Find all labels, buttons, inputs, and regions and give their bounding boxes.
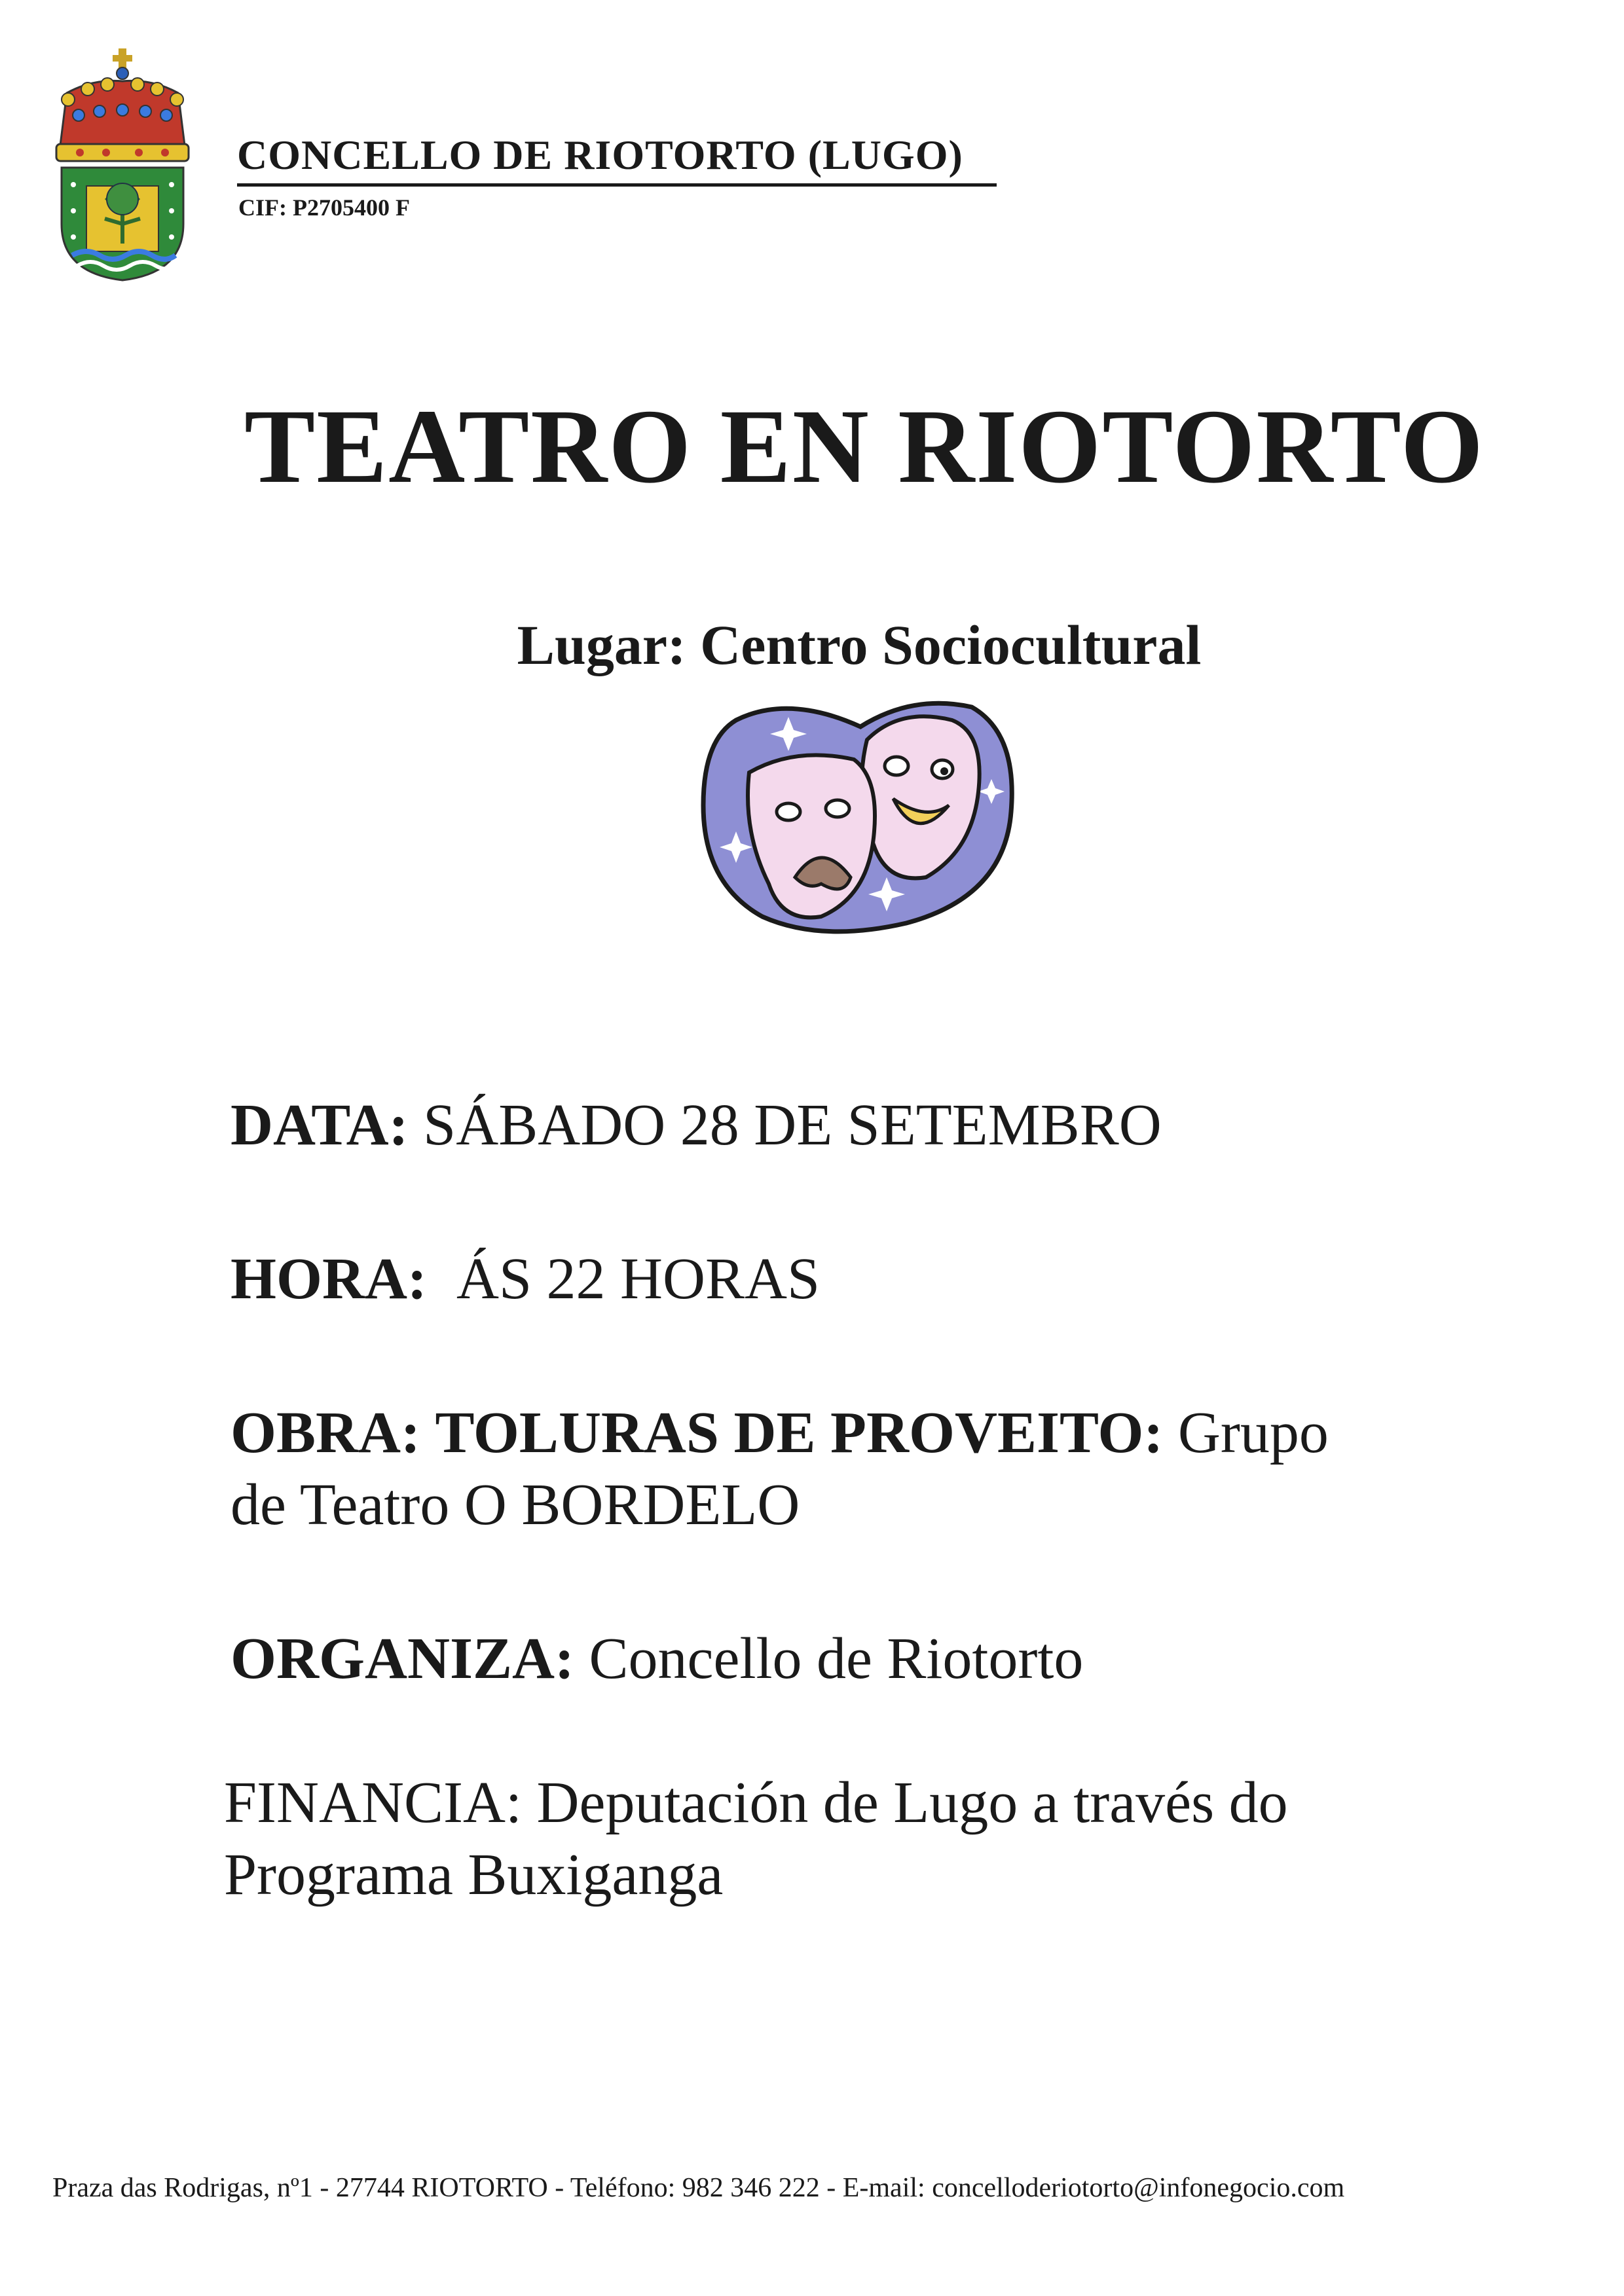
- coat-of-arms-icon: [47, 47, 198, 283]
- funding-line-2: Programa Buxiganga: [224, 1842, 724, 1907]
- time-value: ÁS 22 HORAS: [456, 1247, 821, 1311]
- date-label: DATA:: [231, 1093, 409, 1157]
- work-value-line-2: de Teatro O BORDELO: [231, 1472, 800, 1537]
- event-venue: Lugar: Centro Sociocultural: [517, 613, 1202, 676]
- event-time: [231, 1244, 820, 1315]
- organization-cif: CIF: P2705400 F: [238, 194, 410, 221]
- organizer-label: ORGANIZA:: [231, 1626, 575, 1691]
- time-label: HORA:: [231, 1247, 427, 1311]
- work-label: OBRA:: [231, 1400, 420, 1465]
- funding-line-1: FINANCIA: Deputación de Lugo a través do: [224, 1770, 1288, 1835]
- footer-address: Praza das Rodrigas, nº1 - 27744 RIOTORTO - Teléfono: 982 346 222 - E-mail: concelloderiotorto@infonegocio.com: [52, 2173, 1345, 2203]
- work-value-line-1: Grupo: [1177, 1400, 1329, 1465]
- organization-name: CONCELLO DE RIOTORTO (LUGO): [237, 132, 963, 178]
- date-value: SÁBADO 28 DE SETEMBRO: [423, 1093, 1162, 1157]
- event-date: [231, 1090, 1162, 1161]
- organization-underline: [237, 183, 997, 187]
- event-work: [231, 1398, 1329, 1468]
- event-title: TEATRO EN RIOTORTO: [244, 388, 1485, 505]
- organizer-value: Concello de Riotorto: [589, 1626, 1084, 1691]
- theatre-masks-icon: [690, 681, 1024, 943]
- event-organizer: [231, 1624, 1083, 1694]
- work-title: TOLURAS DE PROVEITO:: [435, 1400, 1164, 1465]
